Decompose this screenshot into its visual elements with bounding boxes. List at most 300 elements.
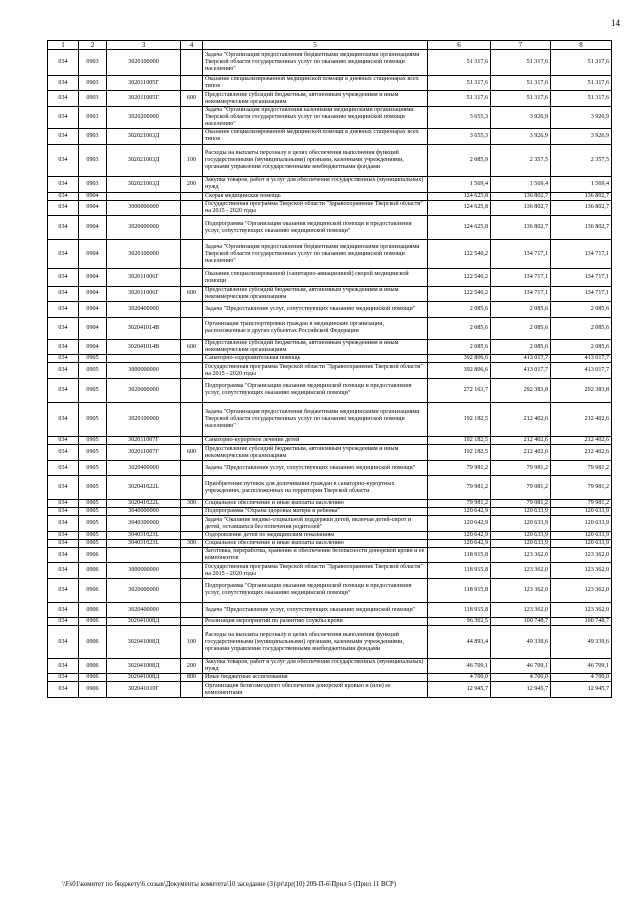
table-row	[48, 192, 612, 200]
amount-2019-cell: 120 633,9	[491, 516, 551, 531]
description-cell: Социальное обеспечение и иные выплаты населению	[203, 500, 428, 508]
section-code-cell: 0905	[79, 500, 107, 508]
admin-code-cell: 034	[48, 508, 79, 516]
amount-2018-cell: 392 806,6	[428, 355, 491, 363]
table-row	[48, 578, 612, 602]
table-row	[48, 129, 612, 144]
admin-code-cell: 034	[48, 339, 79, 354]
section-code-cell: 0905	[79, 355, 107, 363]
admin-code-cell: 034	[48, 516, 79, 531]
expense-type-code-cell	[181, 578, 203, 602]
admin-code-cell: 034	[48, 378, 79, 402]
amount-2018-cell: 120 642,9	[428, 539, 491, 547]
amount-2018-cell: 79 981,2	[428, 460, 491, 475]
amount-2019-cell: 79 981,2	[491, 476, 551, 500]
section-code-cell: 0904	[79, 286, 107, 301]
table-row	[48, 216, 612, 240]
file-path-footer: \\Fs01\комитет по бюджету\6 созыв\Документы комитета\10 заседание (3)\pr\zpr(10) 209-П-6\Прил 5 (Прил 11 ВСР)	[62, 881, 397, 888]
amount-2020-cell: 212 402,6	[551, 402, 612, 436]
table-row	[48, 618, 612, 626]
amount-2018-cell: 124 625,8	[428, 216, 491, 240]
amount-2018-cell: 79 981,2	[428, 500, 491, 508]
amount-2020-cell: 46 709,1	[551, 659, 612, 674]
amount-2018-cell: 120 642,9	[428, 508, 491, 516]
description-cell: Задача "Организация предоставления бюджетными медицинскими организациями Тверской области государственных услуг по оказанию медицинской помощи населению"	[203, 240, 428, 269]
description-cell: Подпрограмма "Организация оказания медицинской помощи и предоставления услуг, сопутствующих оказанию медицинской помощи"	[203, 578, 428, 602]
table-body	[48, 50, 612, 698]
target-article-code-cell: 3020100000	[107, 402, 181, 436]
table-row	[48, 177, 612, 192]
amount-2019-cell: 134 717,1	[491, 240, 551, 269]
amount-2019-cell: 134 717,1	[491, 286, 551, 301]
target-article-code-cell: 3020400000	[107, 460, 181, 475]
table-row	[48, 531, 612, 539]
admin-code-cell: 034	[48, 144, 79, 177]
table-row	[48, 602, 612, 617]
admin-code-cell: 034	[48, 602, 79, 617]
amount-2018-cell: 122 540,2	[428, 269, 491, 286]
budget-table	[47, 40, 612, 698]
target-article-code-cell: 3020100000	[107, 240, 181, 269]
amount-2019-cell: 123 362,0	[491, 578, 551, 602]
amount-2019-cell: 2 085,6	[491, 302, 551, 317]
table-row	[48, 363, 612, 378]
description-cell: Заготовка, переработка, хранение и обеспечение безопасности донорской крови и ее компонентов	[203, 547, 428, 562]
table-row	[48, 378, 612, 402]
description-cell: Государственная программа Тверской области "Здравоохранение Тверской области" на 2015 - 2020 годы	[203, 563, 428, 578]
amount-2020-cell: 136 802,7	[551, 216, 612, 240]
amount-2020-cell: 123 362,0	[551, 547, 612, 562]
amount-2018-cell: 2 085,6	[428, 317, 491, 339]
amount-2019-cell: 123 362,0	[491, 602, 551, 617]
amount-2020-cell: 120 633,9	[551, 508, 612, 516]
target-article-code-cell: 302041008Д	[107, 674, 181, 682]
amount-2018-cell: 51 317,6	[428, 50, 491, 76]
description-cell: Организация безвозмездного обеспечения донорской кровью и (или) ее компонентами	[203, 682, 428, 697]
admin-code-cell: 034	[48, 402, 79, 436]
target-article-code-cell: 304031023L	[107, 539, 181, 547]
description-cell: Оказание специализированной (санитарно-авиационной) скорой медицинской помощи	[203, 269, 428, 286]
target-article-code-cell: 302041010Г	[107, 682, 181, 697]
amount-2020-cell: 51 317,6	[551, 75, 612, 90]
target-article-code-cell: 302011005Г	[107, 91, 181, 106]
amount-2018-cell: 46 709,1	[428, 659, 491, 674]
section-code-cell: 0904	[79, 192, 107, 200]
section-code-cell: 0905	[79, 378, 107, 402]
description-cell: Организация транспортировки граждан в медицинские организации, расположенные в других субъектах Российской Федерации	[203, 317, 428, 339]
admin-code-cell: 034	[48, 302, 79, 317]
expense-type-code-cell	[181, 75, 203, 90]
admin-code-cell: 034	[48, 682, 79, 697]
amount-2018-cell: 2 085,6	[428, 302, 491, 317]
amount-2018-cell: 122 540,2	[428, 240, 491, 269]
expense-type-code-cell	[181, 240, 203, 269]
table-row	[48, 626, 612, 659]
admin-code-cell: 034	[48, 286, 79, 301]
amount-2019-cell: 120 633,9	[491, 539, 551, 547]
section-code-cell: 0903	[79, 75, 107, 90]
amount-2018-cell: 272 163,7	[428, 378, 491, 402]
expense-type-code-cell	[181, 269, 203, 286]
amount-2020-cell: 413 017,7	[551, 355, 612, 363]
admin-code-cell: 034	[48, 659, 79, 674]
target-article-code-cell: 3020000000	[107, 378, 181, 402]
table-row	[48, 445, 612, 460]
target-article-code-cell	[107, 192, 181, 200]
admin-code-cell: 034	[48, 578, 79, 602]
amount-2019-cell: 51 317,6	[491, 75, 551, 90]
description-cell: Задача "Организация предоставления бюджетными медицинскими организациями Тверской области государственных услуг по оказанию медицинской помощи населению"	[203, 402, 428, 436]
header-row	[48, 41, 612, 50]
expense-type-code-cell: 600	[181, 445, 203, 460]
description-cell: Задача "Предоставление услуг, сопутствующих оказанию медицинской помощи"	[203, 602, 428, 617]
amount-2019-cell: 3 926,9	[491, 129, 551, 144]
expense-type-code-cell	[181, 547, 203, 562]
expense-type-code-cell	[181, 531, 203, 539]
description-cell: Задача "Предоставление услуг, сопутствующих оказанию медицинской помощи"	[203, 302, 428, 317]
amount-2018-cell: 79 981,2	[428, 476, 491, 500]
amount-2020-cell: 1 569,4	[551, 177, 612, 192]
section-code-cell: 0904	[79, 302, 107, 317]
section-code-cell: 0905	[79, 402, 107, 436]
amount-2018-cell: 120 642,9	[428, 516, 491, 531]
target-article-code-cell: 302011006Г	[107, 286, 181, 301]
table-row	[48, 674, 612, 682]
amount-2019-cell: 51 317,6	[491, 50, 551, 76]
expense-type-code-cell	[181, 355, 203, 363]
admin-code-cell: 034	[48, 476, 79, 500]
description-cell: Подпрограмма "Охрана здоровья матери и ребенка"	[203, 508, 428, 516]
amount-2018-cell: 2 085,6	[428, 339, 491, 354]
admin-code-cell: 034	[48, 563, 79, 578]
section-code-cell: 0905	[79, 539, 107, 547]
target-article-code-cell: 302041022L	[107, 500, 181, 508]
amount-2019-cell: 413 017,7	[491, 355, 551, 363]
section-code-cell: 0904	[79, 216, 107, 240]
admin-code-cell: 034	[48, 177, 79, 192]
description-cell: Предоставление субсидий бюджетным, автономным учреждениям и иным некоммерческим организациям	[203, 286, 428, 301]
section-code-cell: 0903	[79, 144, 107, 177]
amount-2020-cell: 2 085,6	[551, 339, 612, 354]
page-number: 14	[611, 18, 620, 28]
amount-2018-cell: 1 569,4	[428, 177, 491, 192]
target-article-code-cell: 3020000000	[107, 578, 181, 602]
amount-2019-cell: 120 633,9	[491, 508, 551, 516]
amount-2020-cell: 49 339,6	[551, 626, 612, 659]
description-cell: Подпрограмма "Организация оказания медицинской помощи и предоставления услуг, сопутствующих оказанию медицинской помощи"	[203, 378, 428, 402]
table-row	[48, 269, 612, 286]
section-code-cell: 0905	[79, 508, 107, 516]
amount-2020-cell: 12 945,7	[551, 682, 612, 697]
expense-type-code-cell: 600	[181, 286, 203, 301]
amount-2018-cell: 96 302,5	[428, 618, 491, 626]
expense-type-code-cell	[181, 302, 203, 317]
amount-2019-cell: 136 802,7	[491, 216, 551, 240]
description-cell: Расходы на выплаты персоналу в целях обеспечения выполнения функций государственными (муниципальными) органами, казенными учреждениями, органами управления государственными внебюджетными фондами	[203, 626, 428, 659]
expense-type-code-cell	[181, 317, 203, 339]
target-article-code-cell: 3000000000	[107, 363, 181, 378]
admin-code-cell: 034	[48, 437, 79, 445]
expense-type-code-cell	[181, 378, 203, 402]
description-cell: Закупка товаров, работ и услуг для обеспечения государственных (муниципальных) нужд	[203, 177, 428, 192]
admin-code-cell: 034	[48, 129, 79, 144]
section-code-cell: 0903	[79, 177, 107, 192]
amount-2020-cell: 79 981,2	[551, 460, 612, 475]
admin-code-cell: 034	[48, 460, 79, 475]
amount-2018-cell: 4 700,0	[428, 674, 491, 682]
expense-type-code-cell	[181, 50, 203, 76]
column-header: 2	[79, 41, 107, 50]
target-article-code-cell: 302011007Г	[107, 445, 181, 460]
target-article-code-cell: 3020400000	[107, 602, 181, 617]
table-row	[48, 516, 612, 531]
amount-2020-cell: 100 748,7	[551, 618, 612, 626]
amount-2019-cell: 51 317,6	[491, 91, 551, 106]
amount-2020-cell: 134 717,1	[551, 240, 612, 269]
description-cell: Задача "Предоставление услуг, сопутствующих оказанию медицинской помощи"	[203, 460, 428, 475]
target-article-code-cell: 304031023L	[107, 531, 181, 539]
amount-2018-cell: 44 893,4	[428, 626, 491, 659]
column-header: 3	[107, 41, 181, 50]
section-code-cell: 0903	[79, 106, 107, 128]
expense-type-code-cell: 300	[181, 500, 203, 508]
amount-2019-cell: 46 709,1	[491, 659, 551, 674]
section-code-cell: 0905	[79, 531, 107, 539]
target-article-code-cell: 302041014В	[107, 317, 181, 339]
amount-2020-cell: 51 317,6	[551, 91, 612, 106]
target-article-code-cell: 3020000000	[107, 216, 181, 240]
amount-2020-cell: 4 700,0	[551, 674, 612, 682]
target-article-code-cell: 3040300000	[107, 516, 181, 531]
amount-2019-cell: 120 633,9	[491, 531, 551, 539]
table-row	[48, 106, 612, 128]
amount-2019-cell: 2 357,5	[491, 144, 551, 177]
amount-2018-cell: 124 625,8	[428, 192, 491, 200]
expense-type-code-cell	[181, 192, 203, 200]
amount-2020-cell: 120 633,9	[551, 531, 612, 539]
target-article-code-cell: 302041008Д	[107, 659, 181, 674]
amount-2019-cell: 134 717,1	[491, 269, 551, 286]
target-article-code-cell: 302021003Д	[107, 177, 181, 192]
admin-code-cell: 034	[48, 626, 79, 659]
section-code-cell: 0905	[79, 460, 107, 475]
section-code-cell: 0903	[79, 50, 107, 76]
admin-code-cell: 034	[48, 539, 79, 547]
expense-type-code-cell	[181, 216, 203, 240]
admin-code-cell: 034	[48, 618, 79, 626]
description-cell: Социальное обеспечение и иные выплаты населению	[203, 539, 428, 547]
amount-2018-cell: 51 317,6	[428, 75, 491, 90]
section-code-cell: 0903	[79, 91, 107, 106]
amount-2019-cell: 136 802,7	[491, 200, 551, 215]
amount-2020-cell: 120 633,9	[551, 516, 612, 531]
table-row	[48, 50, 612, 76]
column-header: 8	[551, 41, 612, 50]
section-code-cell: 0904	[79, 317, 107, 339]
amount-2018-cell: 192 182,5	[428, 437, 491, 445]
description-cell: Предоставление субсидий бюджетным, автономным учреждениям и иным некоммерческим организациям	[203, 339, 428, 354]
section-code-cell: 0905	[79, 476, 107, 500]
admin-code-cell: 034	[48, 355, 79, 363]
amount-2018-cell: 3 655,3	[428, 106, 491, 128]
admin-code-cell: 034	[48, 363, 79, 378]
section-code-cell: 0904	[79, 339, 107, 354]
amount-2019-cell: 292 383,8	[491, 378, 551, 402]
description-cell: Закупка товаров, работ и услуг для обеспечения государственных (муниципальных) нужд	[203, 659, 428, 674]
description-cell: Оздоровление детей по медицинским показаниям	[203, 531, 428, 539]
expense-type-code-cell: 200	[181, 177, 203, 192]
target-article-code-cell: 302041014В	[107, 339, 181, 354]
section-code-cell: 0906	[79, 626, 107, 659]
expense-type-code-cell	[181, 200, 203, 215]
amount-2020-cell: 2 085,6	[551, 317, 612, 339]
description-cell: Санаторно-курортное лечение детей	[203, 437, 428, 445]
column-header: 6	[428, 41, 491, 50]
amount-2019-cell: 3 926,9	[491, 106, 551, 128]
amount-2018-cell: 51 317,6	[428, 91, 491, 106]
expense-type-code-cell	[181, 460, 203, 475]
description-cell: Предоставление субсидий бюджетным, автономным учреждениям и иным некоммерческим организациям	[203, 91, 428, 106]
amount-2019-cell: 212 402,6	[491, 437, 551, 445]
admin-code-cell: 034	[48, 317, 79, 339]
admin-code-cell: 034	[48, 445, 79, 460]
expense-type-code-cell: 200	[181, 659, 203, 674]
expense-type-code-cell	[181, 106, 203, 128]
description-cell: Задача "Организация предоставления казенными медицинскими организациями Тверской области государственных услуг по оказанию медицинской помощи населению"	[203, 106, 428, 128]
admin-code-cell: 034	[48, 500, 79, 508]
table-row	[48, 437, 612, 445]
amount-2020-cell: 79 981,2	[551, 476, 612, 500]
amount-2020-cell: 136 802,7	[551, 200, 612, 215]
admin-code-cell: 034	[48, 240, 79, 269]
table-row	[48, 476, 612, 500]
amount-2020-cell: 134 717,1	[551, 286, 612, 301]
description-cell: Государственная программа Тверской области "Здравоохранение Тверской области" на 2015 - 2020 годы	[203, 200, 428, 215]
amount-2019-cell: 1 569,4	[491, 177, 551, 192]
description-cell: Задача "Организация предоставления бюджетными медицинскими организациями Тверской области государственных услуг по оказанию медицинской помощи населению"	[203, 50, 428, 76]
section-code-cell: 0906	[79, 674, 107, 682]
description-cell: Реализация мероприятий по развитию службы крови	[203, 618, 428, 626]
target-article-code-cell: 302041022L	[107, 476, 181, 500]
expense-type-code-cell: 100	[181, 144, 203, 177]
expense-type-code-cell	[181, 516, 203, 531]
target-article-code-cell	[107, 547, 181, 562]
amount-2019-cell: 123 362,0	[491, 547, 551, 562]
amount-2020-cell: 79 981,2	[551, 500, 612, 508]
amount-2020-cell: 123 362,0	[551, 563, 612, 578]
amount-2018-cell: 120 642,9	[428, 531, 491, 539]
description-cell: Иные бюджетные ассигнования	[203, 674, 428, 682]
target-article-code-cell: 302011007Г	[107, 437, 181, 445]
target-article-code-cell: 3000000000	[107, 563, 181, 578]
amount-2019-cell: 413 017,7	[491, 363, 551, 378]
section-code-cell: 0904	[79, 269, 107, 286]
expense-type-code-cell	[181, 618, 203, 626]
amount-2020-cell: 3 926,9	[551, 106, 612, 128]
amount-2018-cell: 118 915,8	[428, 602, 491, 617]
table-row	[48, 659, 612, 674]
amount-2019-cell: 79 981,2	[491, 500, 551, 508]
column-header: 1	[48, 41, 79, 50]
table-row	[48, 500, 612, 508]
amount-2020-cell: 123 362,0	[551, 602, 612, 617]
admin-code-cell: 034	[48, 269, 79, 286]
table-row	[48, 539, 612, 547]
expense-type-code-cell	[181, 563, 203, 578]
section-code-cell: 0906	[79, 618, 107, 626]
amount-2020-cell: 3 926,9	[551, 129, 612, 144]
expense-type-code-cell: 800	[181, 674, 203, 682]
description-cell: Оказание специализированной медицинской помощи в дневных стационарах всех типов	[203, 129, 428, 144]
section-code-cell: 0906	[79, 563, 107, 578]
expense-type-code-cell: 600	[181, 91, 203, 106]
description-cell: Оказание специализированной медицинской помощи в дневных стационарах всех типов	[203, 75, 428, 90]
expense-type-code-cell: 300	[181, 539, 203, 547]
expense-type-code-cell: 100	[181, 626, 203, 659]
amount-2020-cell: 292 383,8	[551, 378, 612, 402]
target-article-code-cell: 302011005Г	[107, 75, 181, 90]
amount-2018-cell: 3 655,3	[428, 129, 491, 144]
table-row	[48, 460, 612, 475]
section-code-cell: 0906	[79, 578, 107, 602]
admin-code-cell: 034	[48, 216, 79, 240]
amount-2020-cell: 212 402,6	[551, 445, 612, 460]
amount-2019-cell: 49 339,6	[491, 626, 551, 659]
target-article-code-cell: 3020200000	[107, 106, 181, 128]
admin-code-cell: 034	[48, 200, 79, 215]
section-code-cell: 0906	[79, 547, 107, 562]
description-cell: Предоставление субсидий бюджетным, автономным учреждениям и иным некоммерческим организациям	[203, 445, 428, 460]
description-cell: Санаторно-оздоровительная помощь	[203, 355, 428, 363]
table-row	[48, 339, 612, 354]
section-code-cell: 0903	[79, 129, 107, 144]
amount-2018-cell: 118 915,8	[428, 547, 491, 562]
column-header: 4	[181, 41, 203, 50]
description-cell: Расходы на выплаты персоналу в целях обеспечения выполнения функций государственными (муниципальными) органами, казенными учреждениями, органами управления государственными внебюджетными фондами	[203, 144, 428, 177]
table-row	[48, 508, 612, 516]
admin-code-cell: 034	[48, 674, 79, 682]
amount-2018-cell: 118 915,8	[428, 563, 491, 578]
amount-2018-cell: 2 085,9	[428, 144, 491, 177]
target-article-code-cell	[107, 355, 181, 363]
expense-type-code-cell	[181, 602, 203, 617]
amount-2019-cell: 2 085,6	[491, 317, 551, 339]
expense-type-code-cell: 600	[181, 339, 203, 354]
table-row	[48, 402, 612, 436]
section-code-cell: 0905	[79, 516, 107, 531]
description-cell: Приобретение путевок для долечивания граждан в санаторно-курортных учреждениях, расположенных на территории Тверской области	[203, 476, 428, 500]
section-code-cell: 0905	[79, 445, 107, 460]
section-code-cell: 0904	[79, 240, 107, 269]
table-row	[48, 144, 612, 177]
target-article-code-cell: 3000000000	[107, 200, 181, 215]
target-article-code-cell: 3020400000	[107, 302, 181, 317]
expense-type-code-cell	[181, 682, 203, 697]
amount-2019-cell: 136 802,7	[491, 192, 551, 200]
amount-2020-cell: 2 085,6	[551, 302, 612, 317]
amount-2020-cell: 413 017,7	[551, 363, 612, 378]
table-row	[48, 286, 612, 301]
section-code-cell: 0905	[79, 363, 107, 378]
amount-2018-cell: 12 945,7	[428, 682, 491, 697]
description-cell: Государственная программа Тверской области "Здравоохранение Тверской области" на 2015 - 2020 годы	[203, 363, 428, 378]
amount-2019-cell: 79 981,2	[491, 460, 551, 475]
amount-2019-cell: 2 085,6	[491, 339, 551, 354]
amount-2020-cell: 212 402,6	[551, 437, 612, 445]
amount-2018-cell: 118 915,8	[428, 578, 491, 602]
column-header: 5	[203, 41, 428, 50]
section-code-cell: 0905	[79, 437, 107, 445]
